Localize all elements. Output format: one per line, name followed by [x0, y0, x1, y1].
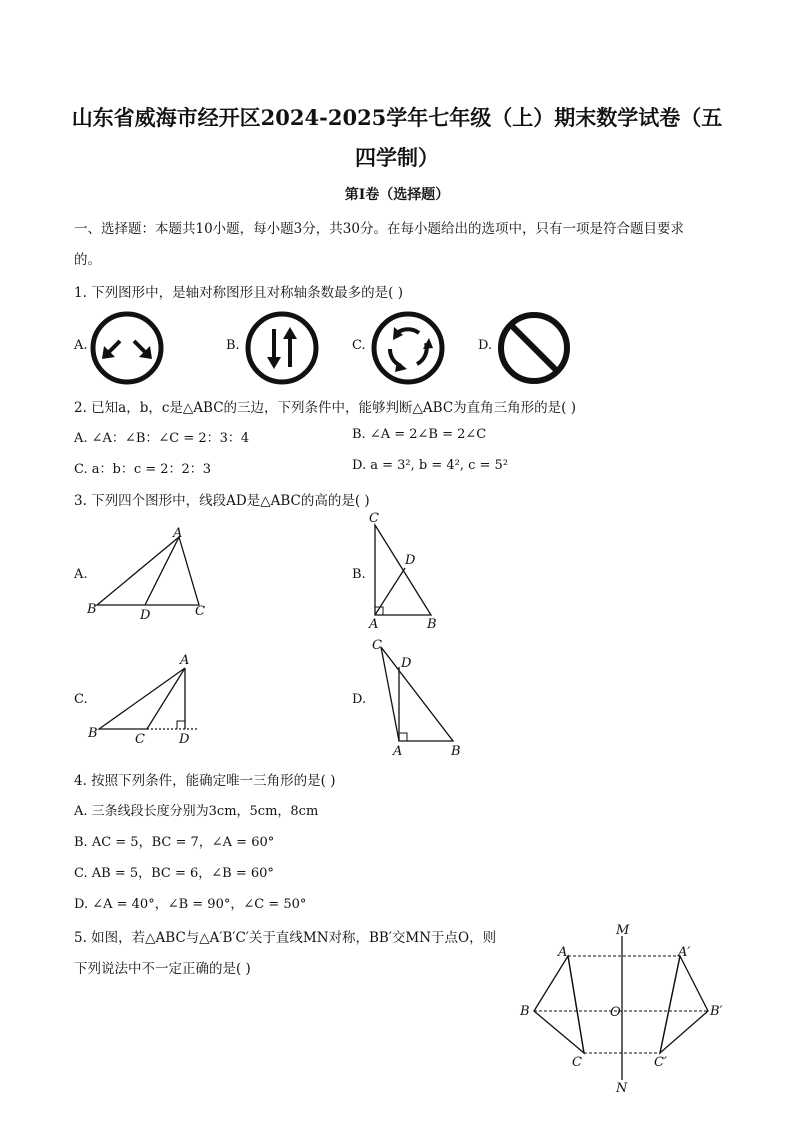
q3b-label-d: D [405, 553, 416, 568]
q3d-label-a: A [393, 744, 403, 759]
q3-figure-a [85, 525, 215, 625]
q5-label-m: M [616, 923, 630, 938]
q3a-label-c: C [195, 604, 205, 619]
q3-option-d-label: D. [352, 692, 367, 707]
q1-sign-a-icon [90, 311, 164, 385]
q5-label-c-prime: C′ [654, 1055, 667, 1070]
q3b-label-c: C [369, 511, 379, 526]
q4-option-c: C. AB = 5，BC = 6，∠B = 60° [74, 866, 274, 881]
q3-option-b-label: B. [352, 567, 366, 582]
q3a-label-a: A [173, 526, 183, 541]
q3-option-c-label: C. [74, 692, 88, 707]
q1-option-c-label: C. [352, 338, 366, 353]
q4-option-b: B. AC = 5，BC = 7，∠A = 60° [74, 835, 275, 850]
section-heading: 第I卷（选择题） [344, 187, 450, 203]
q5-label-n: N [616, 1081, 628, 1096]
q5-symmetry-figure [510, 920, 740, 1100]
instructions-line2: 的。 [74, 252, 101, 268]
q5-stem-line2: 下列说法中不一定正确的是( ) [74, 961, 251, 977]
q1-option-a-label: A. [74, 338, 88, 353]
q2-option-a: A. ∠A：∠B：∠C = 2：3：4 [74, 431, 250, 446]
q2-stem: 2. 已知a，b，c是△ABC的三边，下列条件中，能够判断△ABC为直角三角形的是( ) [74, 400, 577, 416]
q1-stem: 1. 下列图形中，是轴对称图形且对称轴条数最多的是( ) [74, 285, 403, 301]
q3c-label-b: B [88, 726, 98, 741]
q5-label-b-prime: B′ [710, 1004, 723, 1019]
q3a-label-d: D [140, 608, 151, 623]
q3d-label-c: C [372, 638, 382, 653]
q2-option-b: B. ∠A = 2∠B = 2∠C [352, 427, 487, 442]
q3b-label-a: A [369, 617, 379, 632]
instructions-line1: 一、选择题：本题共10小题，每小题3分，共30分。在每小题给出的选项中，只有一项是符合题目要求 [74, 221, 684, 237]
q3a-label-b: B [87, 602, 97, 617]
exam-title-line1: 山东省威海市经开区2024-2025学年七年级（上）期末数学试卷（五 [71, 105, 723, 130]
q4-option-a: A. 三条线段长度分别为3cm，5cm，8cm [74, 804, 319, 819]
q1-option-b-label: B. [226, 338, 240, 353]
q3c-label-c: C [135, 732, 145, 747]
q3b-label-b: B [427, 617, 437, 632]
q4-stem: 4. 按照下列条件，能确定唯一三角形的是( ) [74, 773, 336, 789]
q4-option-d: D. ∠A = 40°，∠B = 90°，∠C = 50° [74, 897, 307, 912]
q1-sign-c-icon [371, 311, 445, 385]
q5-label-c: C [572, 1055, 582, 1070]
q3-option-a-label: A. [74, 567, 88, 582]
q3-stem: 3. 下列四个图形中，线段AD是△ABC的高的是( ) [74, 493, 370, 509]
q2-option-c: C. a：b：c = 2：2：3 [74, 462, 212, 477]
q3d-label-d: D [401, 656, 412, 671]
q1-option-d-label: D. [478, 338, 493, 353]
q1-sign-d-icon [497, 311, 571, 385]
q5-label-a: A [558, 945, 568, 960]
q3c-label-a: A [180, 653, 190, 668]
q3d-label-b: B [451, 744, 461, 759]
exam-title-line2: 四学制） [355, 145, 439, 170]
q5-label-o: O [610, 1005, 621, 1020]
q3-figure-b [365, 510, 445, 635]
q3c-label-d: D [179, 732, 190, 747]
q5-stem-line1: 5. 如图，若△ABC与△A′B′C′关于直线MN对称，BB′交MN于点O，则 [74, 930, 497, 946]
q1-sign-b-icon [245, 311, 319, 385]
q2-option-d: D. a = 3², b = 4², c = 5² [352, 458, 509, 473]
q3-figure-c [85, 650, 215, 750]
q3-figure-d [365, 635, 465, 760]
q5-label-b: B [520, 1004, 530, 1019]
q5-label-a-prime: A′ [678, 945, 691, 960]
